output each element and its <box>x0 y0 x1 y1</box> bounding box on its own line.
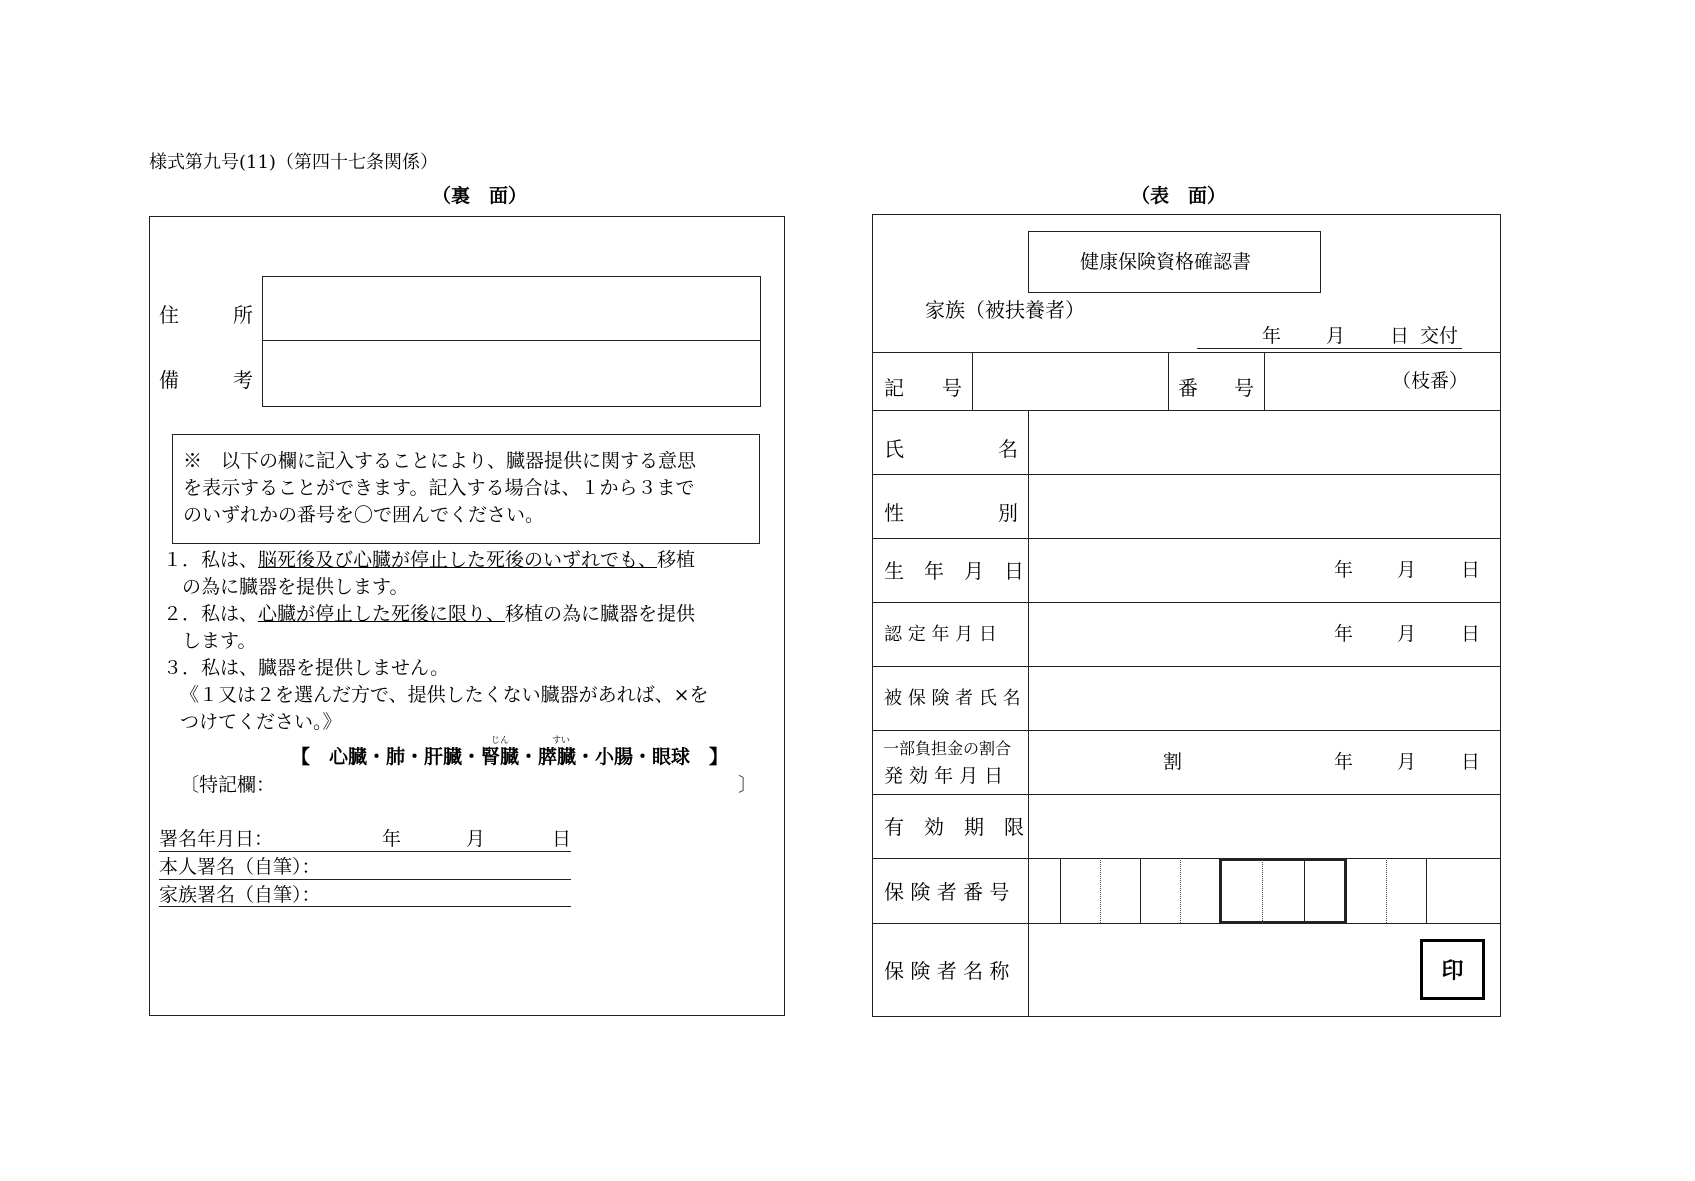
validity-label: 有 効 期 限 <box>884 815 1024 839</box>
birth-day: 日 <box>1461 559 1481 581</box>
edaban-label: （枝番） <box>1392 370 1469 392</box>
birth-date-label: 生 年 月 日 <box>884 559 1024 583</box>
card-subtitle: 家族（被扶養者） <box>925 298 1085 322</box>
remarks-label: 備 考 <box>159 368 253 392</box>
name-field[interactable] <box>1030 412 1499 472</box>
option-2-line-2: します。 <box>182 630 257 652</box>
issue-day: 日 <box>1390 325 1410 347</box>
burden-ratio-label: 一部負担金の割合 <box>883 739 1012 758</box>
sex-label: 性 別 <box>884 501 1018 525</box>
kigo-field[interactable] <box>974 354 1166 408</box>
address-field[interactable] <box>264 278 759 339</box>
insured-name-label: 被 保 険 者 氏 名 <box>884 688 1021 709</box>
issue-year: 年 <box>1262 325 1282 347</box>
option-1-line-2: の為に臓器を提供します。 <box>182 576 409 598</box>
row-border <box>872 858 1501 859</box>
back-heading: （裏 面） <box>432 185 528 207</box>
sign-date-line[interactable] <box>159 851 571 852</box>
effective-year: 年 <box>1334 751 1354 773</box>
row-border <box>872 923 1501 924</box>
card-title: 健康保険資格確認書 <box>1080 251 1252 273</box>
certification-month: 月 <box>1397 623 1417 645</box>
exclude-instruction-1: 《１又は２を選んだ方で、提供したくない臓器があれば、×を <box>180 684 709 706</box>
insurer-number-field[interactable] <box>1030 860 1499 921</box>
issue-suffix: 交付 <box>1420 325 1459 347</box>
certification-day: 日 <box>1461 623 1481 645</box>
address-label: 住 所 <box>159 303 253 327</box>
bango-label: 番 号 <box>1178 376 1254 400</box>
sign-day: 日 <box>552 828 572 850</box>
notice-line-3: のいずれかの番号を〇で囲んでください。 <box>183 504 545 526</box>
issue-date-line[interactable] <box>1197 348 1462 349</box>
row-border <box>872 474 1501 475</box>
bango-border-right <box>1264 352 1265 410</box>
option-3[interactable]: ３．私は、臓器を提供しません。 <box>163 657 450 679</box>
option-1[interactable]: １．私は、脳死後及び心臓が停止した死後のいずれでも、移植 <box>163 549 696 571</box>
option-2[interactable]: ２．私は、心臓が停止した死後に限り、移植の為に臓器を提供 <box>163 603 696 625</box>
validity-field[interactable] <box>1030 796 1499 856</box>
insurer-name-label: 保 険 者 名 称 <box>884 959 1010 983</box>
family-sign-line[interactable] <box>159 906 571 907</box>
row-border <box>872 794 1501 795</box>
label-column-border <box>1028 410 1029 1017</box>
birth-month: 月 <box>1397 559 1417 581</box>
form-number: 様式第九号(11)（第四十七条関係） <box>149 152 438 173</box>
insurer-number-label: 保 険 者 番 号 <box>884 880 1010 904</box>
burden-ratio-field[interactable] <box>1030 732 1160 792</box>
issue-month: 月 <box>1326 325 1346 347</box>
sign-date-label: 署名年月日： <box>159 828 274 850</box>
birth-date-field[interactable] <box>1030 540 1320 600</box>
effective-date-label: 発 効 年 月 日 <box>884 765 1004 787</box>
organ-list[interactable]: 【 心臓・肺・肝臓・腎臓・膵臓・小腸・眼球 】 <box>291 746 729 768</box>
sex-field[interactable] <box>1030 476 1499 536</box>
effective-date-field[interactable] <box>1200 732 1330 792</box>
kigo-border <box>972 352 973 410</box>
row-border <box>872 538 1501 539</box>
insurer-name-field[interactable] <box>1030 925 1410 1015</box>
insured-name-field[interactable] <box>1030 668 1499 728</box>
notice-line-2: を表示することができます。記入する場合は、１から３まで <box>183 477 695 499</box>
kigo-label: 記 号 <box>884 376 962 400</box>
burden-wari: 割 <box>1163 751 1183 773</box>
ruby-sui: すい <box>552 736 571 746</box>
name-label: 氏 名 <box>884 437 1018 461</box>
remarks-field[interactable] <box>264 342 759 405</box>
row-border <box>872 352 1501 353</box>
effective-month: 月 <box>1397 751 1417 773</box>
self-sign-line[interactable] <box>159 879 571 880</box>
sign-month: 月 <box>466 828 486 850</box>
special-notes-field[interactable] <box>290 772 730 798</box>
certification-year: 年 <box>1334 623 1354 645</box>
table-divider <box>262 340 761 341</box>
certification-date-field[interactable] <box>1030 604 1320 664</box>
seal-stamp: 印 <box>1420 939 1485 1000</box>
row-border <box>872 730 1501 731</box>
special-notes-label: 〔特記欄： <box>180 774 276 796</box>
front-heading: （表 面） <box>1131 185 1227 207</box>
sign-year: 年 <box>382 828 402 850</box>
bango-field[interactable] <box>1266 354 1386 408</box>
special-notes-close: 〕 <box>738 774 758 796</box>
effective-day: 日 <box>1461 751 1481 773</box>
bango-border-left <box>1168 352 1169 410</box>
row-border <box>872 410 1501 411</box>
notice-line-1: ※ 以下の欄に記入することにより、臓器提供に関する意思 <box>183 450 697 472</box>
row-border <box>872 666 1501 667</box>
family-sign-label: 家族署名（自筆）： <box>159 884 321 906</box>
row-border <box>872 602 1501 603</box>
exclude-instruction-2: つけてください。》 <box>180 711 342 733</box>
certification-date-label: 認 定 年 月 日 <box>884 624 997 645</box>
self-sign-label: 本人署名（自筆）： <box>159 856 321 878</box>
ruby-jin: じん <box>491 736 510 746</box>
birth-year: 年 <box>1334 559 1354 581</box>
